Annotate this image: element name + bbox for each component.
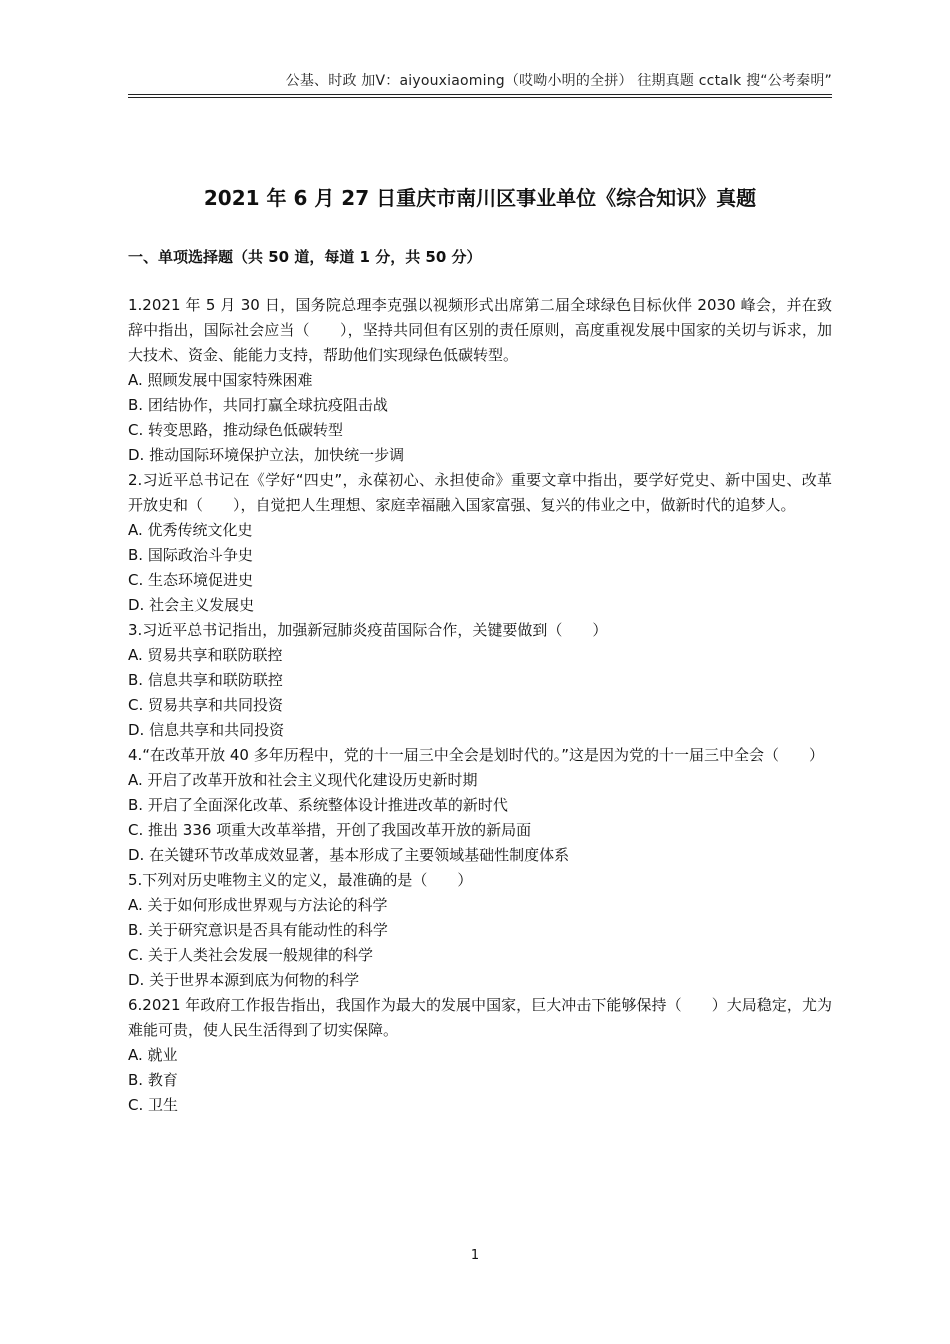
question bbox=[128, 868, 832, 993]
option-a: A. 贸易共享和联防联控 bbox=[128, 646, 283, 664]
option-a: A. 关于如何形成世界观与方法论的科学 bbox=[128, 896, 388, 914]
option-a: A. 照顾发展中国家特殊困难 bbox=[128, 371, 313, 389]
header-rule-thin bbox=[128, 97, 832, 98]
question bbox=[128, 293, 832, 468]
question-text: 1.2021 年 5 月 30 日，国务院总理李克强以视频形式出席第二届全球绿色目标伙伴 2030 峰会，并在致辞中指出，国际社会应当（ ），坚持共同但有区别的责任原则，高度重视发展中国家的关切与诉求，加大技术、资金、能能力支持，帮助他们实现绿色低碳转型。 bbox=[128, 296, 832, 364]
question bbox=[128, 743, 832, 868]
option-c: C. 转变思路，推动绿色低碳转型 bbox=[128, 421, 344, 439]
option-b: B. 关于研究意识是否具有能动性的科学 bbox=[128, 921, 388, 939]
question bbox=[128, 468, 832, 618]
question bbox=[128, 993, 832, 1118]
page-number: 1 bbox=[470, 1248, 480, 1263]
option-b: B. 国际政治斗争史 bbox=[128, 546, 253, 564]
question bbox=[128, 618, 832, 743]
option-b: B. 团结协作，共同打赢全球抗疫阻击战 bbox=[128, 396, 388, 414]
option-a: A. 就业 bbox=[128, 1046, 178, 1064]
question-text: 5.下列对历史唯物主义的定义，最准确的是（ ） bbox=[128, 871, 473, 889]
document-title: 2021 年 6 月 27 日重庆市南川区事业单位《综合知识》真题 bbox=[203, 186, 757, 210]
question-text: 3.习近平总书记指出，加强新冠肺炎疫苗国际合作，关键要做到（ ） bbox=[128, 621, 608, 639]
option-b: B. 教育 bbox=[128, 1071, 178, 1089]
option-d: D. 推动国际环境保护立法，加快统一步调 bbox=[128, 446, 405, 464]
option-c: C. 推出 336 项重大改革举措，开创了我国改革开放的新局面 bbox=[128, 821, 532, 839]
option-d: D. 关于世界本源到底为何物的科学 bbox=[128, 971, 360, 989]
option-d: D. 在关键环节改革成效显著，基本形成了主要领域基础性制度体系 bbox=[128, 846, 570, 864]
option-d: D. 信息共享和共同投资 bbox=[128, 721, 285, 739]
page-header: 公基、时政 加V：aiyouxiaoming（哎呦小明的全拼） 往期真题 cctalk 搜“公考秦明” bbox=[285, 73, 832, 89]
question-list bbox=[128, 293, 832, 1118]
option-b: B. 开启了全面深化改革、系统整体设计推进改革的新时代 bbox=[128, 796, 508, 814]
question-text: 2.习近平总书记在《学好“四史”，永葆初心、永担使命》重要文章中指出，要学好党史、新中国史、改革开放史和（ ），自觉把人生理想、家庭幸福融入国家富强、复兴的伟业之中，做新时代的追梦人。 bbox=[128, 471, 832, 514]
option-d: D. 社会主义发展史 bbox=[128, 596, 255, 614]
question-text: 6.2021 年政府工作报告指出，我国作为最大的发展中国家，巨大冲击下能够保持（ ）大局稳定，尤为难能可贵，使人民生活得到了切实保障。 bbox=[128, 996, 832, 1039]
option-c: C. 卫生 bbox=[128, 1096, 179, 1114]
option-c: C. 贸易共享和共同投资 bbox=[128, 696, 284, 714]
option-a: A. 优秀传统文化史 bbox=[128, 521, 253, 539]
option-c: C. 关于人类社会发展一般规律的科学 bbox=[128, 946, 374, 964]
option-a: A. 开启了改革开放和社会主义现代化建设历史新时期 bbox=[128, 771, 478, 789]
option-b: B. 信息共享和联防联控 bbox=[128, 671, 283, 689]
section-heading: 一、单项选择题（共 50 道，每道 1 分，共 50 分） bbox=[128, 248, 482, 266]
header-rule-thick bbox=[128, 94, 832, 95]
question-text: 4.“在改革开放 40 多年历程中，党的十一届三中全会是划时代的。”这是因为党的十一届三中全会（ ） bbox=[128, 746, 824, 764]
option-c: C. 生态环境促进史 bbox=[128, 571, 254, 589]
